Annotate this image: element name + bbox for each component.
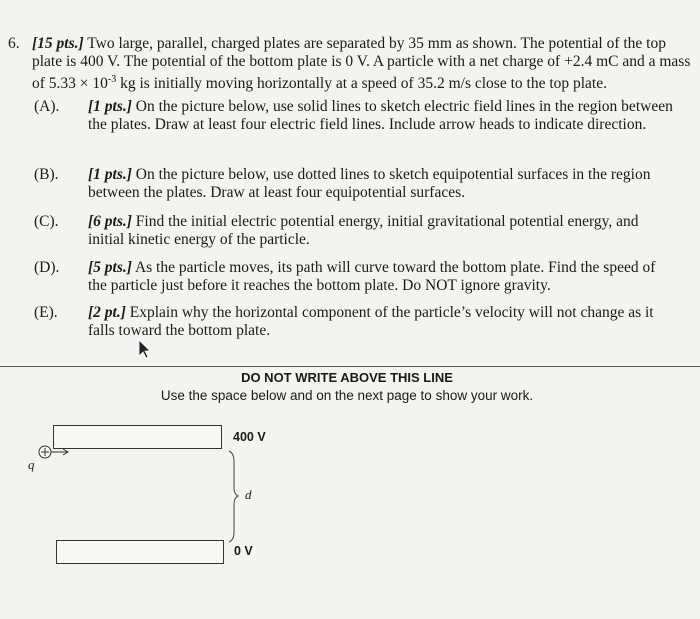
part-points: [1 pts.] — [88, 98, 132, 115]
part-text: As the particle moves, its path will curve toward the bottom plate. Find the speed of the particle just before it reaches the bottom plate. Do NOT ignore gravity. — [88, 259, 656, 294]
part-points: [5 pts.] — [88, 259, 132, 276]
particle-icon — [39, 446, 51, 458]
work-space-instruction: Use the space below and on the next page to show your work. — [160, 388, 534, 403]
part-text: On the picture below, use dotted lines to sketch equipotential surfaces in the region between the plates. Draw at least four equipotential surfaces. — [88, 166, 651, 201]
part-points: [2 pt.] — [88, 304, 126, 321]
part-text: Find the initial electric potential energy, initial gravitational potential energy, and initial kinetic energy of the particle. — [88, 213, 639, 248]
part-points: [6 pts.] — [88, 213, 132, 230]
separation-label: d — [245, 487, 252, 502]
part-label: (A). — [34, 98, 60, 115]
part-text: Explain why the horizontal component of the particle’s velocity will not change as it falls toward the bottom plate. — [88, 304, 654, 339]
part-points: [1 pts.] — [88, 166, 132, 183]
part-text: On the picture below, use solid lines to sketch electric field lines in the region between the plates. Draw at least four electric field lines. Include arrow heads to indicate direction. — [88, 98, 673, 133]
separation-brace — [229, 451, 238, 542]
do-not-write-notice: DO NOT WRITE ABOVE THIS LINE — [241, 370, 453, 385]
velocity-arrow-icon — [51, 449, 68, 455]
question-exponent: -3 — [107, 74, 117, 85]
charge-label: q — [28, 457, 35, 472]
part-label: (C). — [34, 213, 59, 230]
question-text-end: kg is initially moving horizontally at a speed of 35.2 m/s close to the top plate. — [116, 75, 607, 93]
bottom-plate-voltage: 0 V — [234, 544, 253, 558]
top-plate-voltage: 400 V — [233, 430, 266, 444]
part-label: (D). — [34, 259, 60, 276]
question-points: [15 pts.] — [32, 35, 84, 52]
question-text: Two large, parallel, charged plates are separated by 35 mm as shown. The potential of the top plate is 400 V. The potential of the bottom plate is 0 V. A particle with a net charge of +2.4 mC and a mass of 5.33 × 10 — [32, 35, 691, 93]
part-label: (B). — [34, 166, 59, 183]
part-label: (E). — [34, 304, 58, 321]
mouse-cursor-icon — [139, 340, 150, 358]
question-number: 6. — [8, 35, 20, 52]
